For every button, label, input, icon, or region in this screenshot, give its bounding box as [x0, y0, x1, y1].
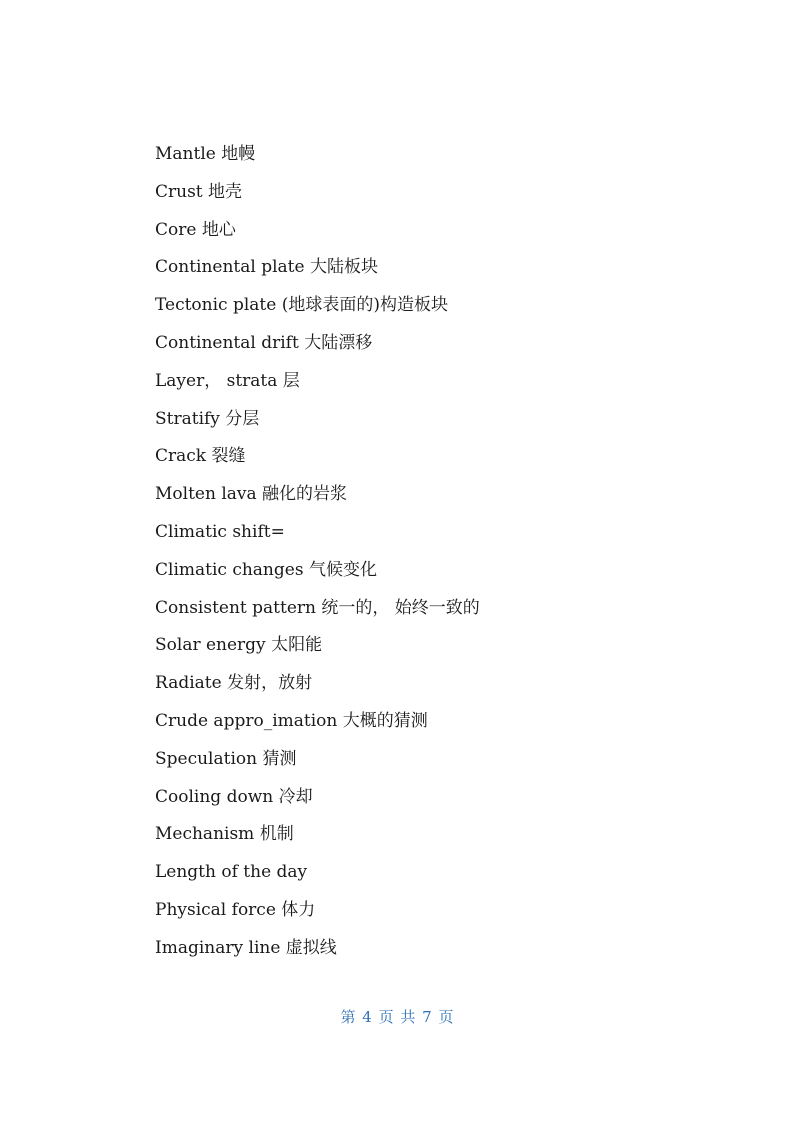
vocab-item: Radiate 发射，放射 — [155, 673, 313, 694]
vocab-item: Physical force 体力 — [155, 899, 316, 920]
vocab-item: Core 地心 — [155, 219, 236, 240]
vocab-item: Cooling down 冷却 — [155, 786, 313, 807]
vocab-item: Continental drift 大陆漂移 — [155, 332, 373, 353]
vocab-item: Crack 裂缝 — [155, 446, 246, 467]
vocab-item: Continental plate 大陆板块 — [155, 257, 378, 278]
vocab-item: Molten lava 融化的岩浆 — [155, 484, 348, 505]
vocab-item: Climatic shift= — [155, 521, 285, 542]
vocab-item: Climatic changes 气候变化 — [155, 559, 377, 580]
vocab-item: Stratify 分层 — [155, 408, 260, 429]
vocab-item: Solar energy 太阳能 — [155, 635, 323, 656]
vocab-item: Speculation 猜测 — [155, 748, 297, 769]
vocab-item: Crust 地壳 — [155, 181, 243, 202]
vocab-item: Length of the day — [155, 862, 308, 883]
page-number-footer: 第 4 页 共 7 页 — [340, 1008, 454, 1026]
vocabulary-list — [155, 140, 480, 972]
vocab-item: Tectonic plate (地球表面的)构造板块 — [155, 295, 448, 316]
vocab-item: Mechanism 机制 — [155, 824, 294, 845]
vocab-item: Crude appro_imation 大概的猜测 — [155, 710, 428, 731]
vocab-item: Consistent pattern 统一的， 始终一致的 — [155, 597, 480, 618]
vocab-item: Mantle 地幔 — [155, 144, 256, 164]
vocab-item: Layer， strata 层 — [155, 370, 300, 391]
vocab-item: Imaginary line 虚拟线 — [155, 937, 337, 958]
